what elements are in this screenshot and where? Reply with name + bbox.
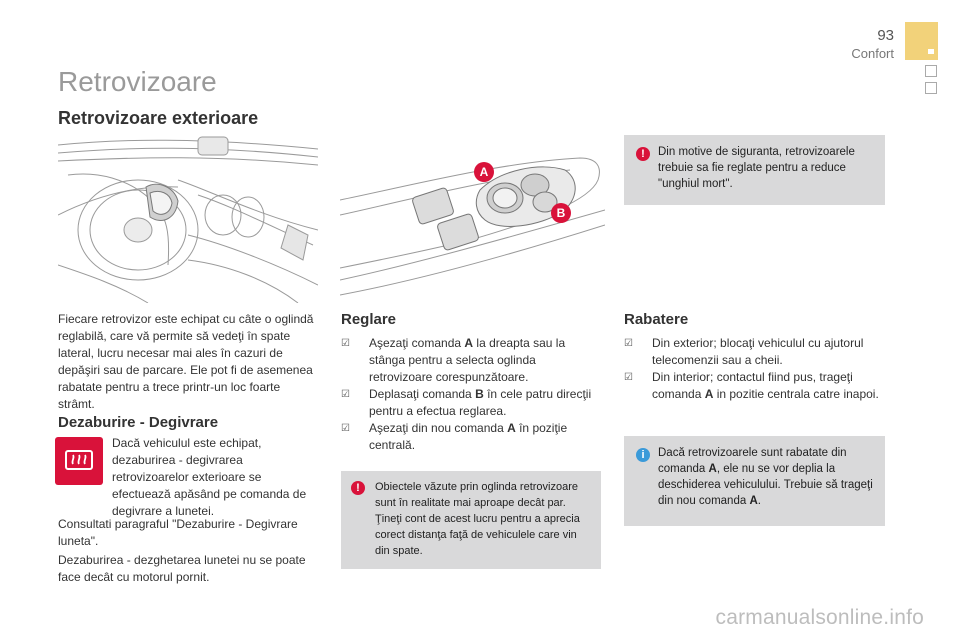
warning-icon: ! — [636, 147, 650, 161]
safety-warning-box — [624, 135, 885, 205]
fold-list — [624, 335, 885, 403]
checkbox-bullet-icon: ☑ — [624, 372, 633, 383]
warning-icon: ! — [351, 481, 365, 495]
dashboard-mirror-illustration — [58, 135, 318, 303]
info-icon: i — [636, 448, 650, 462]
intro-text: Fiecare retrovizor este echipat cu câte o oglindă reglabilă, care vă permite să vedeţi în spate lateral, lucru necesar mai ales în cazuri de depăşiri sau de parcare. Ele pot fi de asemenea rabatate pentru a trece printr-un loc foarte strâmt. — [58, 312, 314, 411]
checkbox-bullet-icon: ☑ — [341, 389, 350, 400]
fold-info-box — [624, 436, 885, 526]
distance-warning-box — [341, 471, 601, 569]
defrost-reference: Consultati paragraful "Dezaburire - Degivrare luneta". — [58, 517, 298, 548]
section-name: Confort — [851, 46, 894, 61]
list-item: ☑ Din interior; contactul fiind pus, trageţi comanda A in pozitie centrala catre inapoi. — [624, 370, 879, 401]
adjust-list — [341, 335, 601, 454]
rear-defrost-icon — [55, 437, 103, 485]
checkbox-bullet-icon: ☑ — [341, 423, 350, 434]
section-tab[interactable] — [905, 22, 938, 60]
label-A: A — [479, 165, 489, 179]
checkbox-bullet-icon: ☑ — [341, 338, 350, 349]
fold-heading: Rabatere — [624, 311, 689, 328]
page-number: 93 — [877, 27, 894, 44]
nav-square-2[interactable] — [925, 82, 937, 94]
tab-dot — [928, 49, 934, 54]
defrost-text: Dacă vehiculul este echipat, dezaburirea - degivrarea retrovizoarelor exterioare se efectuează apăsând pe comanda de degivrare a lunetei. — [112, 436, 307, 518]
distance-warning-text: Obiectele văzute prin oglinda retrovizoare sunt în realitate mai aproape decât par. Ţineţi cont de acest lucru pentru a aprecia corect distanţa faţă de vehiculele care vin din spate. — [375, 481, 580, 557]
adjust-heading: Reglare — [341, 311, 397, 328]
fold-info-text: Dacă retrovizoarele sunt rabatate din comanda A, ele nu se vor deplia la deschiderea vehiculului. Trebuie să trageţi din nou comanda A. — [658, 447, 873, 507]
nav-square-1[interactable] — [925, 65, 937, 77]
defrost-heading: Dezaburire - Degivrare — [58, 414, 219, 431]
watermark: carmanualsonline.info — [715, 606, 924, 629]
list-item: ☑ Aşezaţi comanda A la dreapta sau la stânga pentru a selecta oglinda retrovizoare corespunzătoare. — [341, 336, 566, 384]
list-item: ☑ Deplasaţi comanda B în cele patru direcţii pentru a efectua reglarea. — [341, 387, 592, 418]
checkbox-bullet-icon: ☑ — [624, 338, 633, 349]
list-item: ☑ Aşezaţi din nou comanda A în poziţie centrală. — [341, 421, 568, 452]
safety-warning-text: Din motive de siguranta, retrovizoarele trebuie sa fie reglate pentru a reduce "unghiul mort". — [658, 146, 855, 190]
list-item: ☑ Din exterior; blocaţi vehiculul cu ajutorul telecomenzii sau a cheii. — [624, 336, 864, 367]
section-subtitle: Retrovizoare exterioare — [58, 108, 259, 128]
mirror-control-illustration — [340, 140, 605, 300]
defrost-note: Dezaburirea - dezghetarea lunetei nu se poate face decât cu motorul pornit. — [58, 553, 306, 584]
page-title: Retrovizoare — [58, 66, 217, 97]
label-B: B — [556, 206, 566, 220]
